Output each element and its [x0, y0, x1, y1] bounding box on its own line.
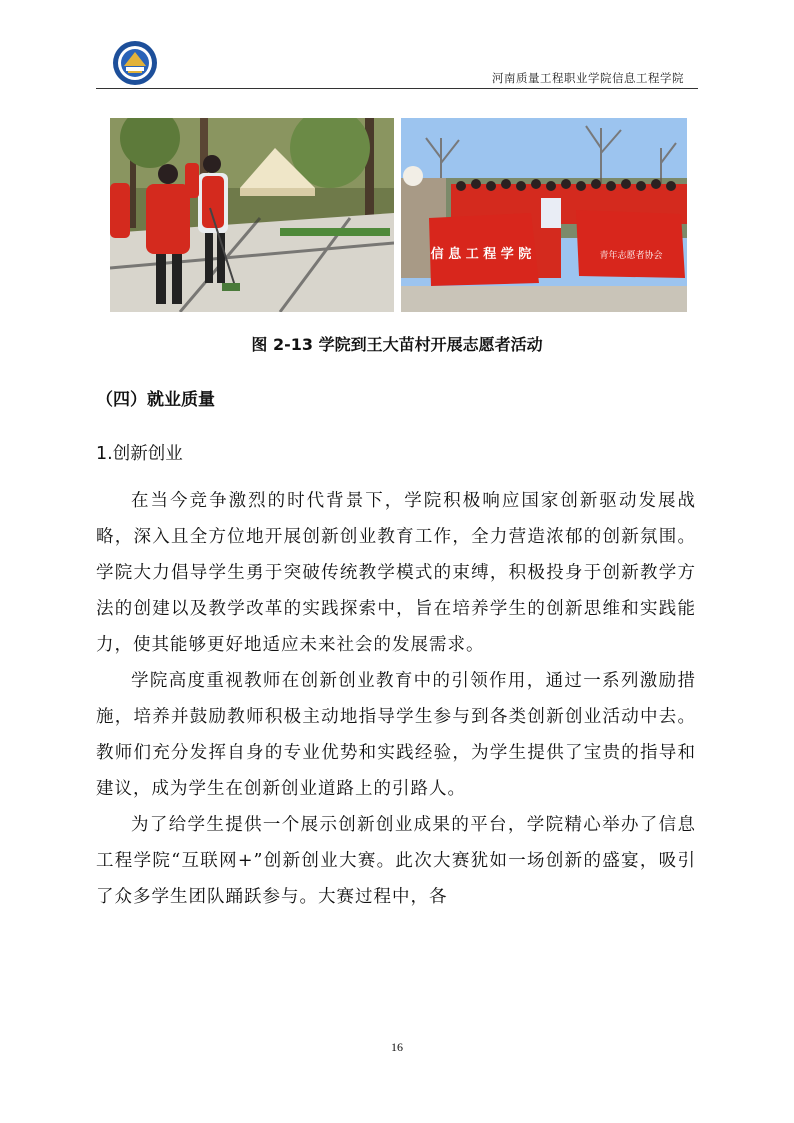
svg-text:信 息 工 程 学 院: 信 息 工 程 学 院	[430, 247, 532, 262]
banner-left	[429, 213, 539, 286]
page-header	[96, 36, 698, 90]
header-divider	[96, 88, 698, 89]
paragraph: 为了给学生提供一个展示创新创业成果的平台，学院精心举办了信息工程学院“互联网+”创新创业大赛。此次大赛犹如一场创新的盛宴，吸引了众多学生团队踊跃参与。大赛过程中，各	[96, 815, 696, 907]
volunteers-sweeping-photo	[110, 118, 394, 312]
figure-caption: 图 2-13 学院到王大苗村开展志愿者活动	[251, 335, 543, 354]
paragraph: 学院高度重视教师在创新创业教育中的引领作用，通过一系列激励措施，培养并鼓励教师积极主动地指导学生参与到各类创新创业活动中去。教师们充分发挥自身的专业优势和实践经验，为学生提供了宝贵的指导和建议，成为学生在创新创业道路上的引路人。	[96, 671, 696, 799]
college-seal-logo-icon	[112, 40, 158, 86]
body-text	[96, 483, 696, 915]
page-number: 16	[391, 1040, 403, 1054]
svg-text:青年志愿者协会: 青年志愿者协会	[599, 251, 663, 261]
banner-right	[576, 210, 685, 278]
section-title: （四）就业质量	[96, 390, 215, 410]
paragraph: 在当今竞争激烈的时代背景下，学院积极响应国家创新驱动发展战略，深入且全方位地开展创新创业教育工作，全力营造浓郁的创新氛围。学院大力倡导学生勇于突破传统教学模式的束缚，积极投身于创新教学方法的创建以及教学改革的实践探索中，旨在培养学生的创新思维和实践能力，使其能够更好地适应未来社会的发展需求。	[96, 491, 696, 655]
subsection-title: 1.创新创业	[96, 444, 183, 464]
group-with-banners-photo	[401, 118, 687, 312]
header-institution-name: 河南质量工程职业学院信息工程学院	[492, 71, 684, 85]
